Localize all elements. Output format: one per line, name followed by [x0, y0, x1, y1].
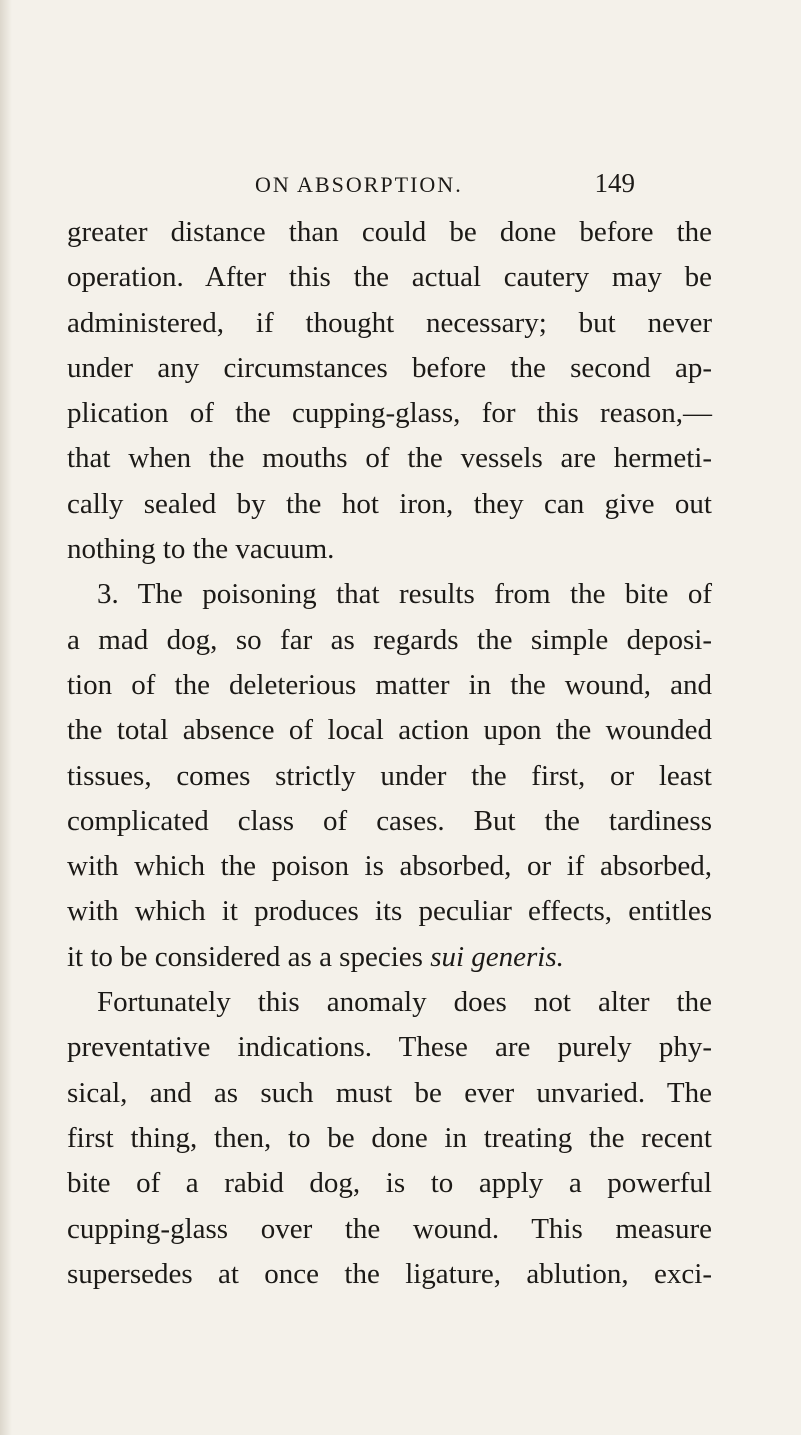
text-line: plication of the cupping-glass, for this reason,— [67, 397, 712, 430]
text-line: Fortunately this anomaly does not alter the [97, 986, 712, 1019]
text-line: a mad dog, so far as regards the simple deposi- [67, 623, 712, 656]
text-line: tion of the deleterious matter in the wound, and [67, 668, 712, 701]
text-line: with which it produces its peculiar effects, entitles [67, 895, 712, 928]
running-head [255, 168, 635, 206]
text-line: that when the mouths of the vessels are hermeti- [67, 442, 712, 475]
page-number: 149 [594, 168, 635, 198]
running-title: ON ABSORPTION. [255, 172, 463, 197]
text-line: nothing to the vacuum. [67, 533, 335, 566]
body-text [67, 210, 712, 1297]
text-line: with which the poison is absorbed, or if absorbed, [67, 850, 712, 883]
text-line: cupping-glass over the wound. This measure [67, 1212, 712, 1245]
text-line: under any circumstances before the second ap- [67, 351, 712, 384]
italic-phrase: sui generis. [430, 940, 564, 973]
text-segment: it to be considered as a species [67, 940, 423, 973]
text-line: operation. After this the actual cautery may be [67, 261, 712, 294]
text-line: sical, and as such must be ever unvaried. The [67, 1076, 712, 1109]
text-line: preventative indications. These are purely phy- [67, 1031, 712, 1064]
text-line: cally sealed by the hot iron, they can give out [67, 487, 712, 520]
text-line: administered, if thought necessary; but never [67, 306, 712, 339]
page-edge [0, 0, 12, 1435]
text-line: supersedes at once the ligature, ablution, exci- [67, 1257, 712, 1290]
text-line: first thing, then, to be done in treating the recent [67, 1121, 712, 1154]
text-line: bite of a rabid dog, is to apply a powerful [67, 1167, 712, 1200]
text-line: tissues, comes strictly under the first, or least [67, 759, 712, 792]
text-line: 3. The poisoning that results from the bite of [97, 578, 712, 611]
text-line: complicated class of cases. But the tardiness [67, 804, 712, 837]
text-line-with-italic [67, 935, 712, 980]
text-line: the total absence of local action upon the wounded [67, 714, 712, 747]
text-line: greater distance than could be done before the [67, 216, 712, 248]
